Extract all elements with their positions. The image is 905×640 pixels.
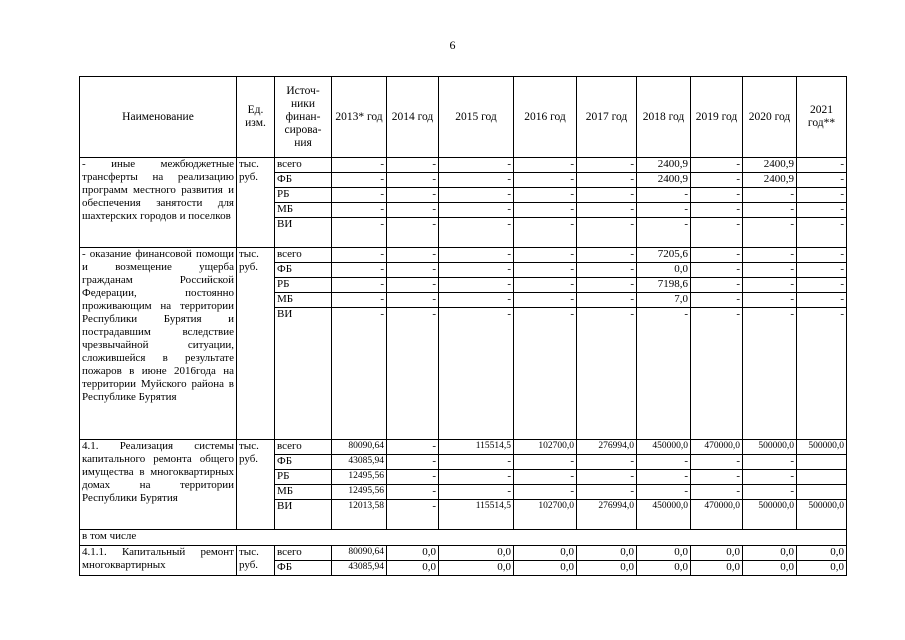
funding-source: ВИ	[275, 308, 332, 440]
value-cell: -	[514, 485, 577, 500]
value-cell: 0,0	[743, 560, 797, 575]
value-cell: 2400,9	[637, 158, 691, 173]
value-cell: 276994,0	[577, 500, 637, 530]
value-cell: -	[691, 455, 743, 470]
value-cell: -	[743, 278, 797, 293]
page-number: 6	[449, 38, 456, 52]
value-cell: -	[691, 263, 743, 278]
value-cell: -	[387, 218, 439, 248]
value-cell: -	[743, 470, 797, 485]
value-cell: -	[637, 485, 691, 500]
value-cell: -	[514, 263, 577, 278]
funding-source: ВИ	[275, 218, 332, 248]
value-cell: -	[797, 263, 847, 278]
value-cell: -	[439, 158, 514, 173]
value-cell: 0,0	[387, 560, 439, 575]
value-cell: 0,0	[637, 545, 691, 560]
funding-source: всего	[275, 248, 332, 263]
value-cell: -	[332, 263, 387, 278]
row-name: 4.1.1. Капитальный ремонт многоквартирных	[80, 545, 237, 575]
value-cell: -	[514, 203, 577, 218]
value-cell: -	[691, 218, 743, 248]
value-cell: -	[577, 470, 637, 485]
value-cell: -	[691, 308, 743, 440]
value-cell: -	[637, 188, 691, 203]
table-header-row	[80, 77, 847, 158]
column-header: 2021 год**	[797, 77, 847, 158]
value-cell: 450000,0	[637, 500, 691, 530]
value-cell: -	[577, 308, 637, 440]
value-cell: 0,0	[797, 545, 847, 560]
value-cell: 500000,0	[743, 440, 797, 455]
value-cell: -	[637, 308, 691, 440]
value-cell: 12495,56	[332, 485, 387, 500]
value-cell: -	[637, 470, 691, 485]
value-cell: -	[387, 158, 439, 173]
value-cell: 102700,0	[514, 500, 577, 530]
column-header: Источ-ники финан-сирова-ния	[275, 77, 332, 158]
value-cell: 0,0	[797, 560, 847, 575]
value-cell: -	[387, 308, 439, 440]
value-cell: 7,0	[637, 293, 691, 308]
value-cell: -	[691, 188, 743, 203]
value-cell: 115514,5	[439, 500, 514, 530]
table-row	[80, 248, 847, 263]
value-cell: -	[577, 485, 637, 500]
value-cell: -	[797, 173, 847, 188]
section-label: в том числе	[80, 530, 847, 546]
value-cell: -	[514, 218, 577, 248]
value-cell: -	[439, 470, 514, 485]
row-unit: тыс. руб.	[237, 248, 275, 440]
value-cell: -	[514, 173, 577, 188]
value-cell: -	[514, 455, 577, 470]
value-cell: -	[514, 308, 577, 440]
column-header: Ед. изм.	[237, 77, 275, 158]
row-unit: тыс. руб.	[237, 158, 275, 248]
value-cell: 12013,58	[332, 500, 387, 530]
value-cell: -	[691, 158, 743, 173]
value-cell: -	[577, 278, 637, 293]
column-header: 2015 год	[439, 77, 514, 158]
funding-source: РБ	[275, 470, 332, 485]
value-cell: 450000,0	[637, 440, 691, 455]
value-cell: -	[577, 173, 637, 188]
value-cell: -	[332, 278, 387, 293]
value-cell: 0,0	[691, 560, 743, 575]
value-cell: 0,0	[577, 560, 637, 575]
value-cell	[797, 470, 847, 485]
funding-source: РБ	[275, 278, 332, 293]
value-cell: -	[797, 248, 847, 263]
value-cell: -	[691, 203, 743, 218]
table-row	[80, 158, 847, 173]
value-cell: -	[743, 308, 797, 440]
value-cell: -	[797, 218, 847, 248]
value-cell: -	[387, 203, 439, 218]
value-cell: 80090,64	[332, 545, 387, 560]
table-row	[80, 440, 847, 455]
value-cell: -	[743, 203, 797, 218]
value-cell: -	[439, 308, 514, 440]
column-header: 2017 год	[577, 77, 637, 158]
value-cell: -	[439, 203, 514, 218]
value-cell: -	[387, 455, 439, 470]
value-cell: -	[577, 248, 637, 263]
value-cell: 0,0	[637, 560, 691, 575]
value-cell: -	[797, 188, 847, 203]
value-cell: -	[387, 188, 439, 203]
value-cell: 7205,6	[637, 248, 691, 263]
value-cell: -	[514, 470, 577, 485]
value-cell: 0,0	[514, 560, 577, 575]
value-cell: -	[387, 248, 439, 263]
value-cell: 0,0	[514, 545, 577, 560]
funding-source: ФБ	[275, 263, 332, 278]
value-cell: -	[332, 293, 387, 308]
value-cell: -	[387, 173, 439, 188]
value-cell: -	[743, 218, 797, 248]
table-row	[80, 545, 847, 560]
row-name: 4.1. Реализация системы капитального ремонта общего имущества в многоквартирных домах на территории Республики Бурятия	[80, 440, 237, 530]
value-cell: 115514,5	[439, 440, 514, 455]
value-cell: 2400,9	[637, 173, 691, 188]
value-cell: 0,0	[691, 545, 743, 560]
funding-source: МБ	[275, 485, 332, 500]
funding-source: МБ	[275, 203, 332, 218]
value-cell: -	[743, 188, 797, 203]
funding-source: РБ	[275, 188, 332, 203]
value-cell: -	[691, 293, 743, 308]
value-cell: 470000,0	[691, 440, 743, 455]
value-cell: 43085,94	[332, 455, 387, 470]
value-cell: -	[691, 248, 743, 263]
column-header: 2019 год	[691, 77, 743, 158]
value-cell: -	[387, 500, 439, 530]
value-cell: -	[332, 188, 387, 203]
section-row	[80, 530, 847, 546]
value-cell: 12495,56	[332, 470, 387, 485]
value-cell: -	[387, 440, 439, 455]
value-cell: -	[743, 293, 797, 308]
value-cell: -	[691, 173, 743, 188]
column-header: 2018 год	[637, 77, 691, 158]
value-cell: -	[439, 293, 514, 308]
funding-source: МБ	[275, 293, 332, 308]
value-cell: -	[797, 158, 847, 173]
value-cell: -	[332, 308, 387, 440]
funding-source: всего	[275, 545, 332, 560]
value-cell: -	[691, 278, 743, 293]
value-cell: 2400,9	[743, 173, 797, 188]
funding-source: ФБ	[275, 173, 332, 188]
funding-source: ВИ	[275, 500, 332, 530]
value-cell	[797, 455, 847, 470]
value-cell: -	[577, 158, 637, 173]
column-header: 2020 год	[743, 77, 797, 158]
value-cell: -	[439, 263, 514, 278]
value-cell: 470000,0	[691, 500, 743, 530]
value-cell: 43085,94	[332, 560, 387, 575]
value-cell: 0,0	[439, 545, 514, 560]
value-cell: 500000,0	[797, 500, 847, 530]
value-cell: 2400,9	[743, 158, 797, 173]
value-cell: -	[332, 203, 387, 218]
value-cell: -	[514, 158, 577, 173]
value-cell: -	[797, 293, 847, 308]
value-cell: -	[691, 485, 743, 500]
value-cell: -	[637, 203, 691, 218]
value-cell: -	[439, 455, 514, 470]
value-cell: 0,0	[743, 545, 797, 560]
value-cell: -	[439, 173, 514, 188]
value-cell: -	[439, 278, 514, 293]
row-unit: тыс. руб.	[237, 545, 275, 575]
value-cell: -	[439, 188, 514, 203]
value-cell: -	[387, 263, 439, 278]
funding-source: ФБ	[275, 560, 332, 575]
value-cell: 500000,0	[797, 440, 847, 455]
funding-source: всего	[275, 158, 332, 173]
value-cell: 0,0	[577, 545, 637, 560]
value-cell: -	[797, 278, 847, 293]
column-header: 2013* год	[332, 77, 387, 158]
value-cell: -	[577, 188, 637, 203]
value-cell: -	[577, 218, 637, 248]
value-cell: -	[514, 248, 577, 263]
value-cell: -	[439, 218, 514, 248]
row-name: - оказание финансовой помощи и возмещение ущерба гражданам Российской Федерации, постоянно проживающим на территории Республики Бурятия и пострадавшим вследствие чрезвычайной ситуации, сложившейся в результате пожаров в июне 2016года на территории Муйского района в Республике Бурятия	[80, 248, 237, 440]
value-cell: -	[743, 455, 797, 470]
value-cell: -	[637, 455, 691, 470]
value-cell: -	[332, 248, 387, 263]
value-cell: -	[743, 263, 797, 278]
value-cell: -	[514, 293, 577, 308]
value-cell: -	[387, 293, 439, 308]
value-cell: 102700,0	[514, 440, 577, 455]
value-cell: -	[332, 173, 387, 188]
value-cell: -	[577, 263, 637, 278]
value-cell: 0,0	[637, 263, 691, 278]
value-cell: -	[387, 470, 439, 485]
value-cell: 80090,64	[332, 440, 387, 455]
value-cell: -	[691, 470, 743, 485]
financing-table	[79, 76, 847, 576]
value-cell: -	[332, 218, 387, 248]
value-cell	[797, 485, 847, 500]
value-cell: -	[387, 485, 439, 500]
value-cell: -	[514, 188, 577, 203]
column-header: Наименование	[80, 77, 237, 158]
value-cell: -	[387, 278, 439, 293]
row-name: - иные межбюджетные трансферты на реализацию программ местного развития и обеспечения занятости для шахтерских городов и поселков	[80, 158, 237, 248]
value-cell: -	[577, 455, 637, 470]
value-cell: 7198,6	[637, 278, 691, 293]
value-cell: 0,0	[439, 560, 514, 575]
value-cell: -	[577, 293, 637, 308]
value-cell: -	[743, 485, 797, 500]
value-cell: -	[439, 485, 514, 500]
funding-source: ФБ	[275, 455, 332, 470]
funding-source: всего	[275, 440, 332, 455]
value-cell: -	[637, 218, 691, 248]
value-cell: -	[439, 248, 514, 263]
row-unit: тыс. руб.	[237, 440, 275, 530]
value-cell: 500000,0	[743, 500, 797, 530]
column-header: 2014 год	[387, 77, 439, 158]
value-cell: 0,0	[387, 545, 439, 560]
value-cell: -	[332, 158, 387, 173]
value-cell: -	[743, 248, 797, 263]
value-cell: 276994,0	[577, 440, 637, 455]
column-header: 2016 год	[514, 77, 577, 158]
value-cell: -	[797, 203, 847, 218]
value-cell: -	[577, 203, 637, 218]
value-cell: -	[797, 308, 847, 440]
value-cell: -	[514, 278, 577, 293]
